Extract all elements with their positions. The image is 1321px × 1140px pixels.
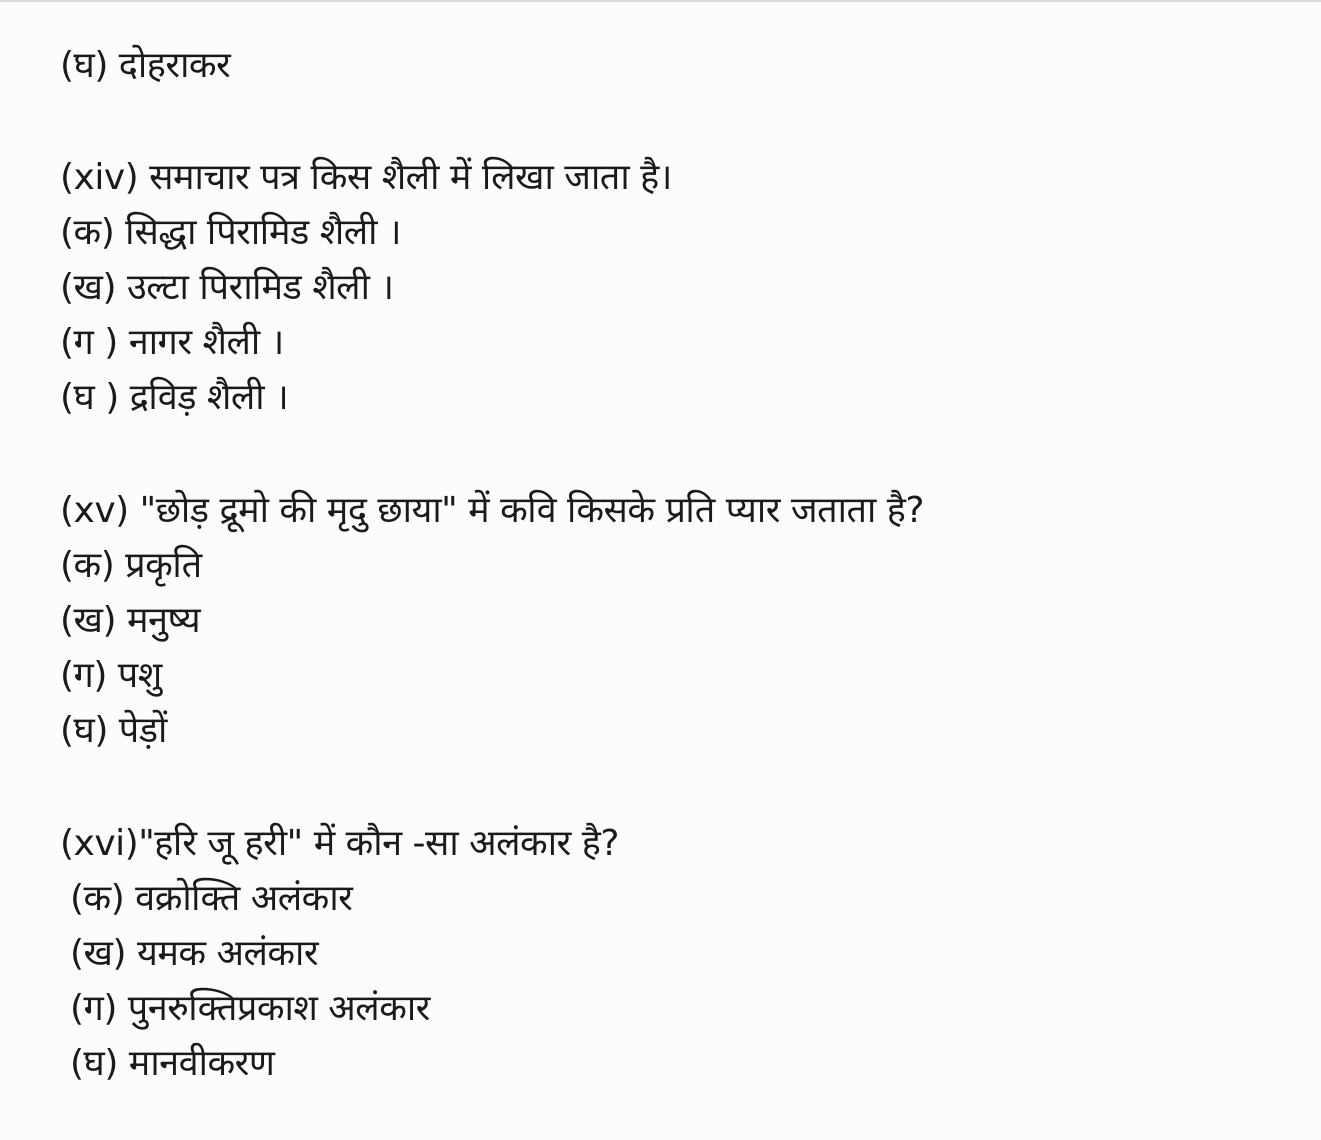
q15-option-d: (घ) पेड़ों <box>60 710 167 751</box>
q16-option-c: (ग) पुनरुक्तिप्रकाश अलंकार <box>70 988 430 1029</box>
q16-question: (xvi)"हरि जू हरी" में कौन -सा अलंकार है? <box>60 823 619 864</box>
q14-option-b: (ख) उल्टा पिरामिड शैली । <box>60 267 394 308</box>
q15-option-b: (ख) मनुष्य <box>60 600 201 641</box>
q15-option-a: (क) प्रकृति <box>60 545 202 586</box>
q13-option-d: (घ) दोहराकर <box>60 45 231 86</box>
q16-option-b: (ख) यमक अलंकार <box>70 933 319 974</box>
q14-option-a: (क) सिद्धा पिरामिड शैली । <box>60 212 402 253</box>
top-border <box>0 0 1321 2</box>
q14-question: (xiv) समाचार पत्र किस शैली में लिखा जाता है। <box>60 157 672 198</box>
q15-question: (xv) "छोड़ द्रूमो की मृदु छाया" में कवि किसके प्रति प्यार जताता है? <box>60 490 924 531</box>
q16-option-a: (क) वक्रोक्ति अलंकार <box>70 878 353 919</box>
q15-option-c: (ग) पशु <box>60 655 162 696</box>
q16-option-d: (घ) मानवीकरण <box>70 1043 275 1084</box>
q14-option-c: (ग ) नागर शैली । <box>60 322 284 363</box>
q14-option-d: (घ ) द्रविड़ शैली । <box>60 377 289 418</box>
